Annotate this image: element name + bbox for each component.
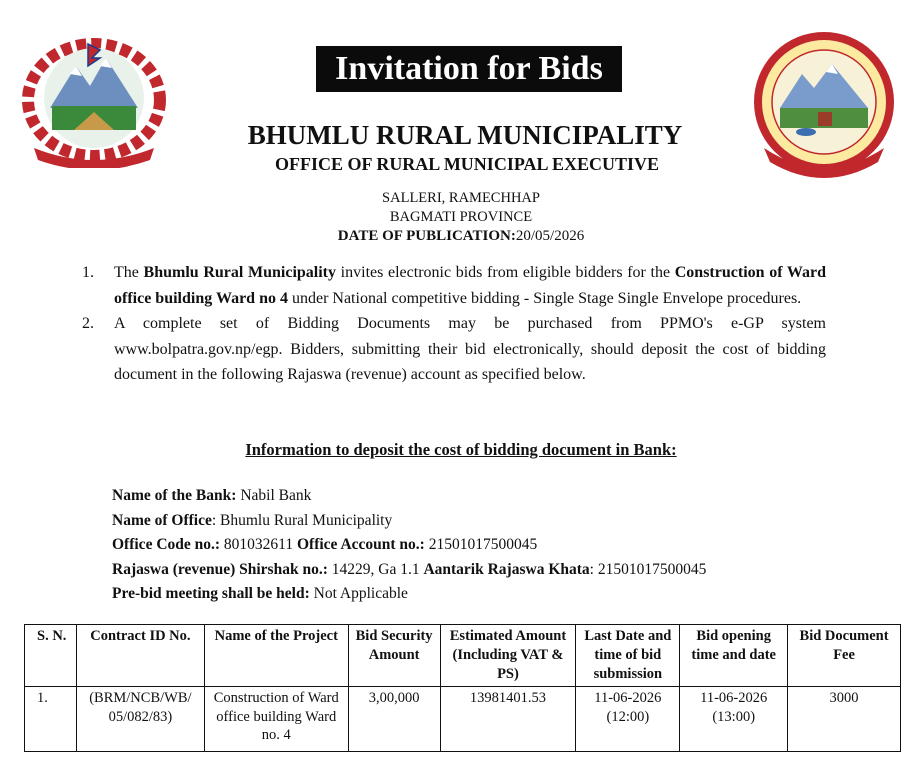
office-code-row [112,533,706,558]
table-cell: 1. [25,687,77,752]
notice-title: Invitation for Bids [316,46,622,92]
item-number: 1. [82,264,94,281]
bank-name-row [112,484,706,509]
publication-date-value: 20/05/2026 [515,228,585,244]
bank-details [112,484,706,607]
table-cell: 11-06-2026 (13:00) [680,687,788,752]
column-header: S. N. [25,625,77,687]
table-cell: (BRM/NCB/WB/ 05/082/83) [76,687,204,752]
prebid-value: Not Applicable [309,585,408,602]
bank-section-heading: Information to deposit the cost of bidding document in Bank: [245,440,677,459]
prebid-row [112,582,706,607]
column-header: Bid opening time and date [680,625,788,687]
item-bold-text: Bhumlu Rural Municipality [143,264,337,281]
municipality-name: BHUMLU RURAL MUNICIPALITY [247,120,683,150]
account-value: 21501017500045 [424,536,538,553]
publication-label: DATE OF PUBLICATION: [337,228,516,244]
bank-name-label: Name of the Bank: [112,487,237,504]
table-cell: Construction of Ward office building Ward no. 4 [204,687,348,752]
publication-date [0,228,922,245]
office-name-value: : Bhumlu Rural Municipality [211,511,393,529]
item-bold-text: Construction of Ward office building Ward no 4 [114,264,827,307]
rajaswa-label: Rajaswa (revenue) Shirshak no.: [112,560,328,578]
rajaswa-row [112,558,706,583]
account-label: Office Account no.: [296,536,425,553]
address-line-2: BAGMATI PROVINCE [389,209,533,225]
bank-name-value: Nabil Bank [236,487,312,504]
table-header-row [25,625,901,687]
column-header: Name of the Project [204,625,348,687]
office-name-row [112,509,706,534]
office-code-label: Office Code no.: [112,536,221,553]
table-cell: 3,00,000 [348,687,440,752]
item-text: A complete set of Bidding Documents may be purchased from PPMO's e-GP system www.bolpatra.gov.np/egp. Bidders, submitting their bid electronically, should deposit the cost of bidding document in the following Rajaswa (revenue) account as specified below. [114,315,826,383]
table-cell: 3000 [788,687,901,752]
item-number: 2. [82,315,94,332]
column-header: Bid Document Fee [788,625,901,687]
item-text: invites electronic bids from eligible bidders for the [336,264,675,281]
khata-value: : 21501017500045 [589,560,707,578]
table-row [25,687,901,752]
column-header: Estimated Amount (Including VAT & PS) [440,625,576,687]
office-name-label: Name of Office [112,511,212,529]
column-header: Last Date and time of bid submission [576,625,680,687]
table-cell: 11-06-2026 (12:00) [576,687,680,752]
office-name: OFFICE OF RURAL MUNICIPAL EXECUTIVE [274,154,660,174]
notice-item-1 [82,260,826,311]
item-text: under National competitive bidding - Single Stage Single Envelope procedures. [287,289,802,307]
khata-label: Aantarik Rajaswa Khata [423,560,590,578]
bid-table [24,624,901,752]
table-cell: 13981401.53 [440,687,576,752]
rajaswa-value: 14229, Ga 1.1 [327,560,424,578]
address-line-1: SALLERI, RAMECHHAP [382,190,540,206]
notice-items [82,260,826,388]
item-text: The [114,264,144,281]
column-header: Bid Security Amount [348,625,440,687]
office-code-value: 801032611 [220,536,297,553]
prebid-label: Pre-bid meeting shall be held: [112,585,310,602]
notice-item-2 [82,311,826,388]
column-header: Contract ID No. [76,625,204,687]
